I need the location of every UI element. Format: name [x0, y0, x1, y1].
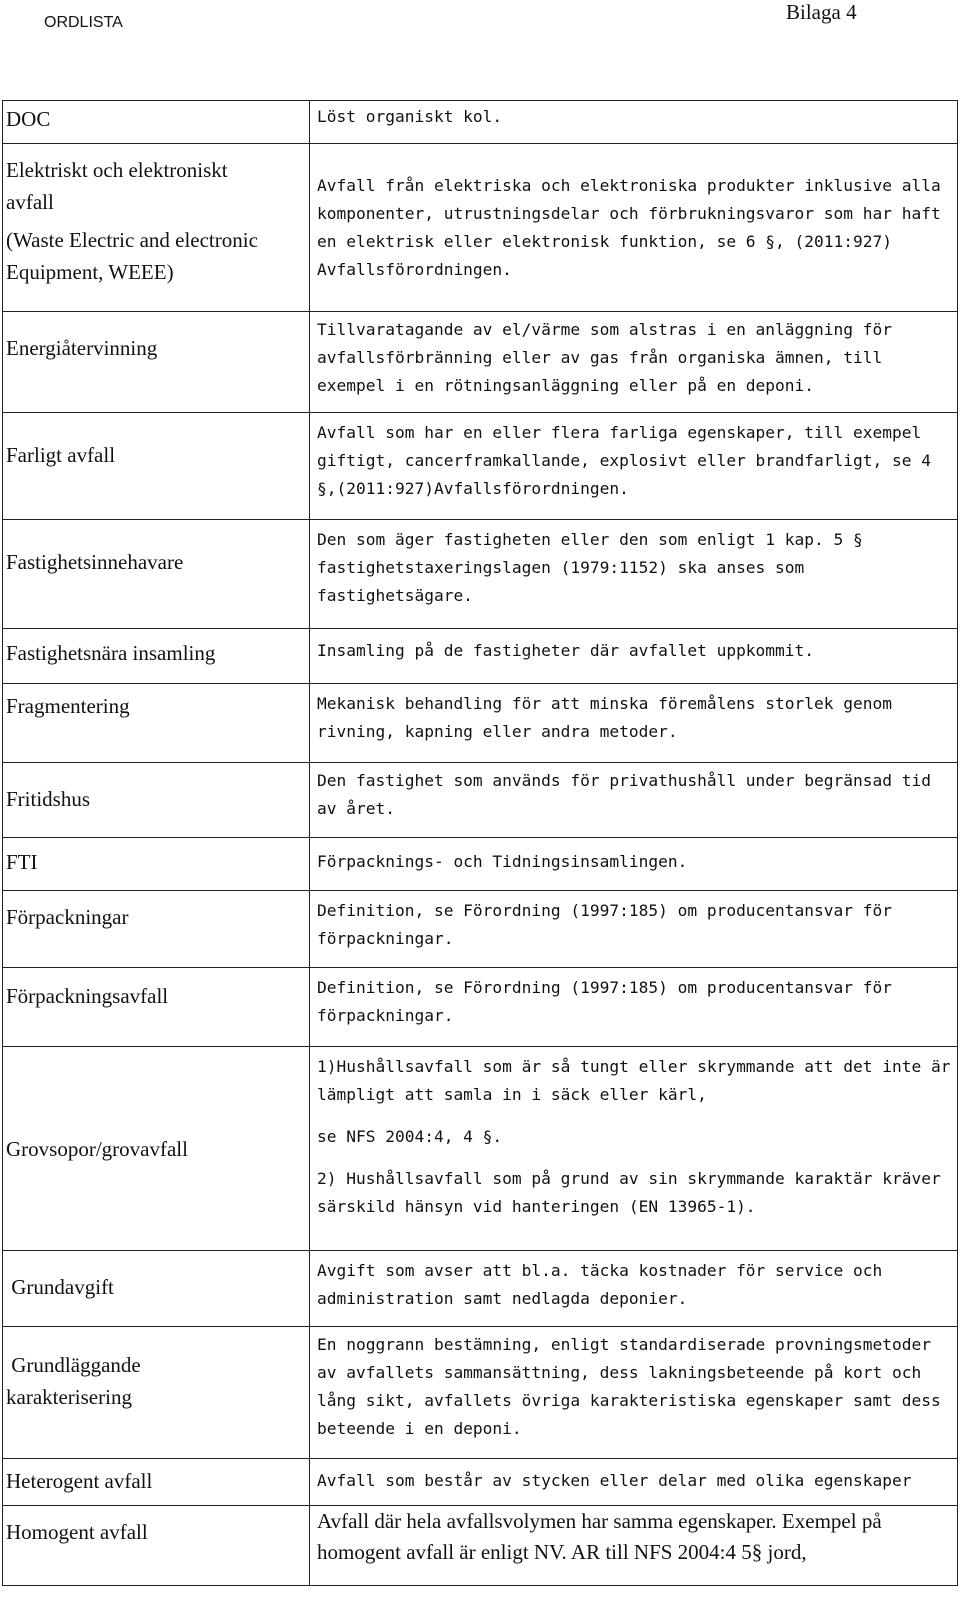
definition-text: Förpacknings- och Tidningsinsamlingen. — [317, 852, 688, 871]
term-text: (Waste Electric and electronic — [6, 228, 258, 252]
term-cell — [3, 1251, 310, 1327]
table-row — [3, 838, 958, 891]
definition-cell — [310, 629, 958, 684]
table-row — [3, 629, 958, 684]
term-cell — [3, 1506, 310, 1586]
definition-cell — [310, 1251, 958, 1327]
term-text: Fritidshus — [6, 787, 91, 811]
term-cell — [3, 1327, 310, 1459]
definition-text: se NFS 2004:4, 4 §. — [317, 1127, 503, 1146]
table-row — [3, 891, 958, 968]
term-cell — [3, 763, 310, 838]
term-text: Farligt avfall — [6, 443, 116, 467]
definition-text: 1)Hushållsavfall som är så tungt eller skrymmande att det inte är lämpligt att samla in i säck eller kärl, — [317, 1057, 951, 1104]
term-text: avfall — [6, 190, 54, 214]
term-text: Fragmentering — [6, 694, 130, 718]
term-text: Förpackningar — [6, 905, 129, 929]
definition-cell — [310, 312, 958, 413]
term-cell — [3, 1459, 310, 1506]
table-row — [3, 1506, 958, 1586]
table-row — [3, 1459, 958, 1506]
definition-cell — [310, 144, 958, 312]
term-text: Förpackningsavfall — [6, 984, 169, 1008]
table-row — [3, 1251, 958, 1327]
definition-cell — [310, 1506, 958, 1586]
definition-text: Mekanisk behandling för att minska föremålens storlek genom rivning, kapning eller andra metoder. — [317, 694, 892, 741]
term-text: Heterogent avfall — [6, 1469, 153, 1493]
definition-text: Löst organiskt kol. — [317, 107, 503, 126]
term-cell — [3, 838, 310, 891]
table-row — [3, 684, 958, 763]
definition-text: Den fastighet som används för privathushåll under begränsad tid av året. — [317, 771, 931, 818]
definition-text: Den som äger fastigheten eller den som enligt 1 kap. 5 § fastighetstaxeringslagen (1979:1152) ska anses som fastighetsägare. — [317, 530, 863, 605]
table-row — [3, 144, 958, 312]
term-text: Grovsopor/grovavfall — [6, 1136, 188, 1161]
term-cell — [3, 684, 310, 763]
term-text: Fastighetsnära insamling — [6, 641, 216, 665]
table-row — [3, 1047, 958, 1251]
table-row — [3, 968, 958, 1047]
definition-cell — [310, 520, 958, 629]
definition-text: Avfall där hela avfallsvolymen har samma egenskaper. Exempel på homogent avfall är enligt NV. AR till NFS 2004:4 5§ jord, — [317, 1509, 882, 1564]
definition-text: Avfall från elektriska och elektroniska produkter inklusive alla komponenter, utrustningsdelar och förbrukningsvaror som har haft en elektrisk eller elektronisk funktion, se 6 §, (2011:927) Avfallsförordningen. — [317, 176, 941, 279]
table-row — [3, 1327, 958, 1459]
header-appendix-label: Bilaga 4 — [786, 0, 857, 24]
definition-text: Avgift som avser att bl.a. täcka kostnader för service och administration samt nedlagda deponier. — [317, 1261, 883, 1308]
definition-cell — [310, 891, 958, 968]
table-row — [3, 413, 958, 520]
term-text: Energiåtervinning — [6, 336, 158, 360]
term-text: FTI — [6, 850, 38, 874]
definition-cell — [310, 763, 958, 838]
term-text: Homogent avfall — [6, 1520, 148, 1544]
term-cell — [3, 629, 310, 684]
definition-text: Definition, se Förordning (1997:185) om producentansvar för förpackningar. — [317, 978, 892, 1025]
term-text: Equipment, WEEE) — [6, 260, 174, 284]
term-cell — [3, 101, 310, 144]
definition-cell — [310, 1459, 958, 1506]
term-cell — [3, 413, 310, 520]
definition-cell — [310, 101, 958, 144]
definition-cell — [310, 1327, 958, 1459]
term-cell — [3, 891, 310, 968]
definition-cell — [310, 684, 958, 763]
term-text: DOC — [6, 107, 51, 131]
term-cell — [3, 312, 310, 413]
definition-text: En noggrann bestämning, enligt standardiserade provningsmetoder av avfallets sammansättning, dess lakningsbeteende på kort och lång sikt, avfallets övriga karakteristiska egenskaper samt dess beteende i en deponi. — [317, 1335, 941, 1438]
term-text: Grundavgift — [6, 1275, 114, 1299]
term-text: Grundläggande — [6, 1353, 141, 1377]
definition-cell — [310, 413, 958, 520]
table-row — [3, 312, 958, 413]
term-cell — [3, 520, 310, 629]
definition-cell — [310, 968, 958, 1047]
term-text: karakterisering — [6, 1385, 132, 1409]
term-cell — [3, 1047, 310, 1251]
definition-text: 2) Hushållsavfall som på grund av sin skrymmande karaktär kräver särskild hänsyn vid hanteringen (EN 13965-1). — [317, 1169, 941, 1216]
table-row — [3, 520, 958, 629]
header-left-title: ORDLISTA — [44, 14, 123, 31]
term-text: Fastighetsinnehavare — [6, 550, 184, 574]
term-text: Elektriskt och elektroniskt — [6, 158, 228, 182]
definition-text: Tillvaratagande av el/värme som alstras i en anläggning för avfallsförbränning eller av gas från organiska ämnen, till exempel i en rötningsanläggning eller på en deponi. — [317, 320, 892, 395]
definition-cell — [310, 1047, 958, 1251]
definition-text: Avfall som har en eller flera farliga egenskaper, till exempel giftigt, cancerframkallande, explosivt eller brandfarligt, se 4 §,(2011:927)Avfallsförordningen. — [317, 423, 931, 498]
definition-cell — [310, 838, 958, 891]
definition-text: Avfall som består av stycken eller delar med olika egenskaper — [317, 1471, 912, 1490]
definition-text: Definition, se Förordning (1997:185) om producentansvar för förpackningar. — [317, 901, 892, 948]
table-row — [3, 763, 958, 838]
term-cell — [3, 968, 310, 1047]
glossary-table — [2, 100, 958, 1586]
definition-text: Insamling på de fastigheter där avfallet uppkommit. — [317, 641, 815, 660]
table-row — [3, 101, 958, 144]
term-cell — [3, 144, 310, 312]
